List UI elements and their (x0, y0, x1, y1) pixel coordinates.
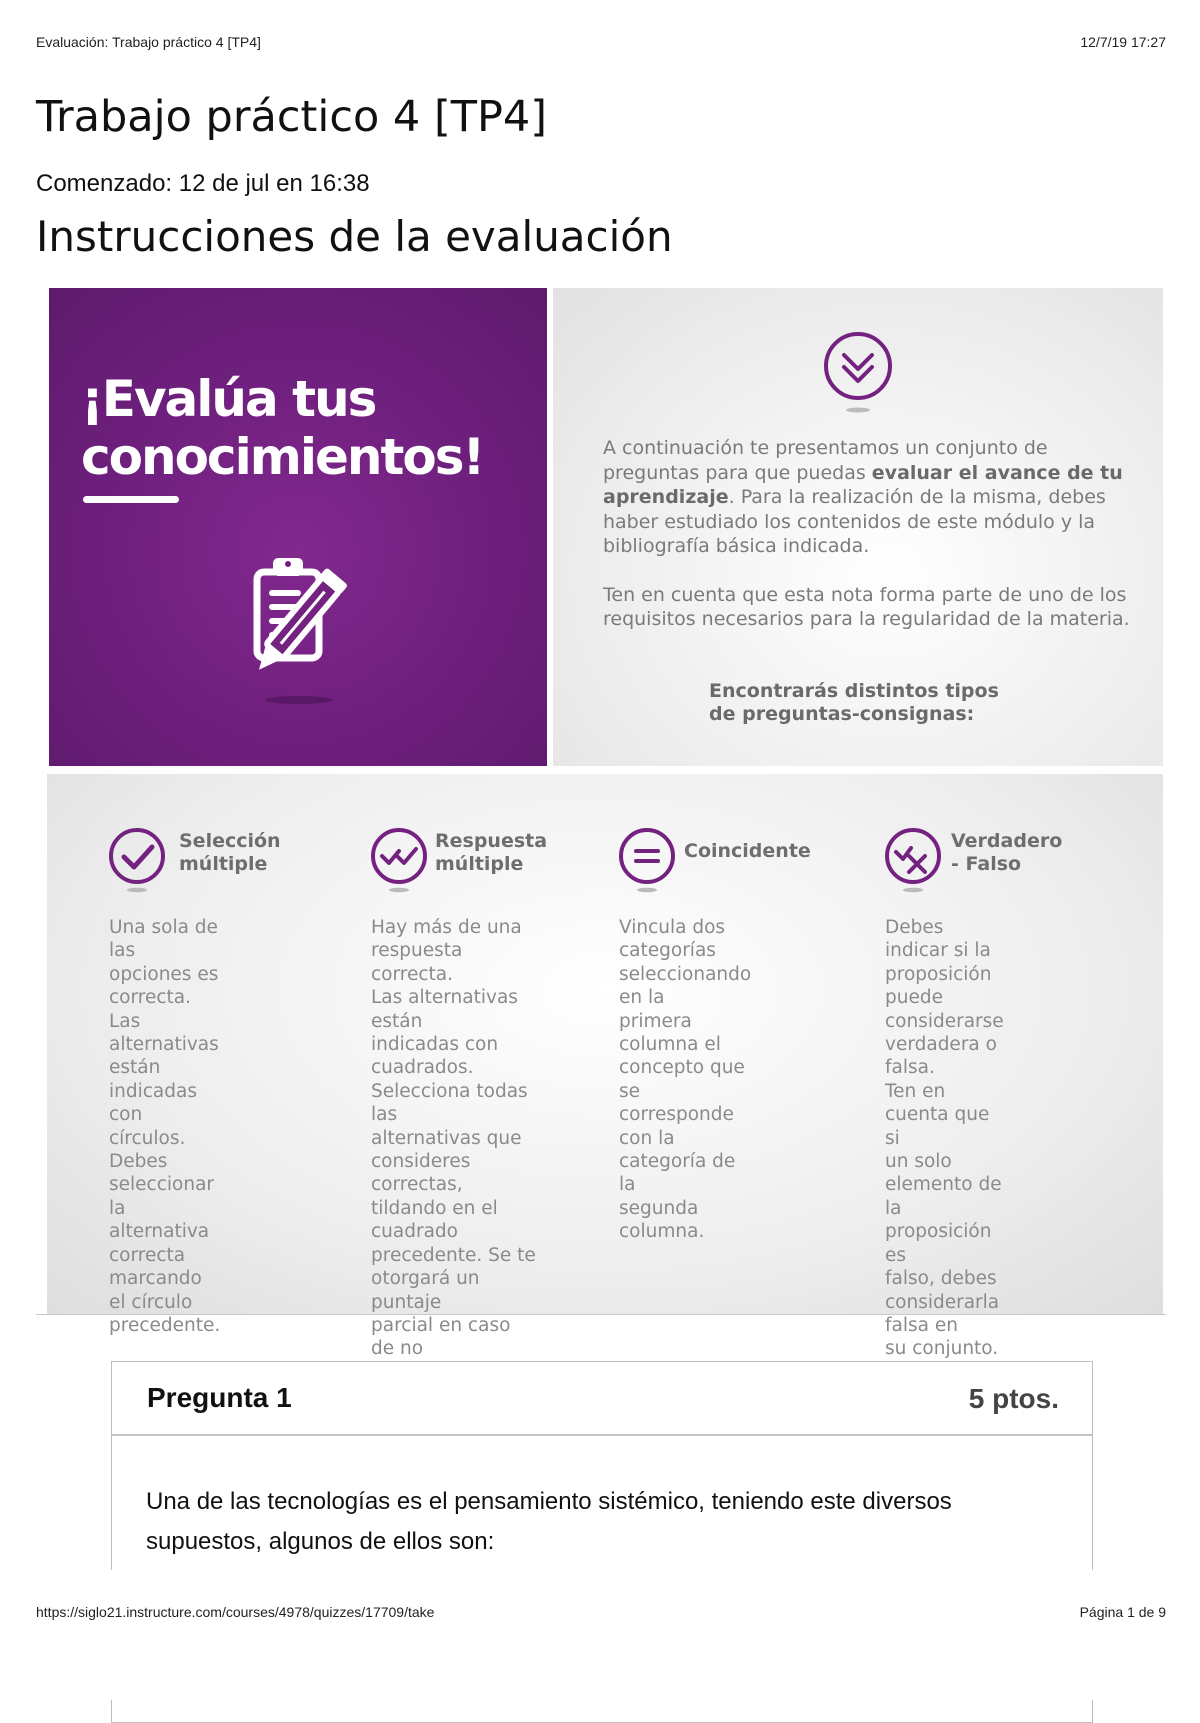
desc-line: la proposición es (885, 1197, 992, 1266)
type-description (885, 916, 1004, 1361)
print-header-title: Evaluación: Trabajo práctico 4 [TP4] (36, 34, 261, 50)
chevron-double-down-icon (821, 330, 895, 416)
type-name-line2: múltiple (179, 853, 268, 875)
print-footer-url: https://siglo21.instructure.com/courses/4978/quizzes/17709/take (36, 1604, 435, 1620)
desc-line: seleccionando en la (619, 963, 752, 1009)
desc-line: tildando en el (371, 1197, 498, 1219)
headline-underline (83, 496, 179, 503)
desc-line: Una sola de las (109, 917, 218, 962)
desc-line: alternativas que (371, 1127, 522, 1149)
intro-p2: Ten en cuenta que esta nota forma parte de uno de los requisitos necesarios para la regularidad de la materia. (603, 583, 1130, 630)
banner-headline-line1: ¡Evalúa tus (81, 370, 376, 428)
print-footer-page: Página 1 de 9 (1079, 1604, 1166, 1620)
desc-line: Ten en cuenta que si (885, 1080, 990, 1149)
banner-headline (81, 370, 483, 486)
desc-line: concepto que se (619, 1057, 745, 1102)
check-circle-icon (107, 826, 169, 896)
desc-line: Las alternativas están (371, 987, 518, 1032)
intro-p1-end: . Para la realización de la misma, debes haber estudiado los contenidos de este módulo y la bibliografía básica indicada. (603, 486, 1106, 557)
desc-line: Vincula dos categorías (619, 917, 726, 962)
page-bottom-margin (0, 1570, 1200, 1700)
type-name-line2: - Falso (951, 853, 1022, 875)
question-points: 5 ptos. (968, 1383, 1059, 1414)
type-name (951, 830, 1131, 876)
desc-line: verdadera o falsa. (885, 1034, 997, 1079)
desc-line: cuadrados. (371, 1057, 474, 1079)
desc-line: considerarla falsa en (885, 1291, 1000, 1336)
desc-line: corresponde con la (619, 1104, 734, 1149)
types-heading-line2: de preguntas-consignas: (709, 703, 975, 725)
page-title: Trabajo práctico 4 [TP4] (36, 92, 548, 142)
question-text (146, 1482, 1046, 1562)
desc-line: indicadas con (371, 1034, 499, 1056)
desc-line: parcial en caso de no (371, 1314, 511, 1360)
type-name-line1: Verdadero (951, 830, 1063, 852)
question-text-line2: supuestos, algunos de ellos son: (146, 1528, 495, 1555)
desc-line: primera columna el (619, 1010, 721, 1056)
desc-line: proposición puede (885, 963, 992, 1009)
intro-text (603, 436, 1133, 656)
print-header-datetime: 12/7/19 17:27 (1080, 34, 1166, 50)
banner-intro-panel (553, 288, 1163, 766)
clipboard-pencil-icon (249, 550, 379, 710)
type-description (619, 916, 751, 1244)
desc-line: consideres correctas, (371, 1151, 471, 1196)
desc-line: segunda columna. (619, 1197, 705, 1243)
type-name (435, 830, 615, 876)
type-name-line1: Coincidente (684, 840, 811, 862)
desc-line: precedente. (109, 1314, 221, 1336)
question-types-panel (47, 774, 1163, 1360)
instructions-heading: Instrucciones de la evaluación (36, 212, 673, 261)
desc-line: respuesta correcta. (371, 940, 463, 985)
desc-line: su conjunto. (885, 1338, 999, 1360)
types-heading-line1: Encontrarás distintos tipos (709, 680, 999, 702)
type-name (179, 830, 359, 876)
desc-line: Las alternativas están (109, 1010, 219, 1079)
question-text-line1: Una de las tecnologías es el pensamiento sistémico, teniendo este diversos (146, 1488, 952, 1515)
desc-line: categoría de la (619, 1151, 736, 1196)
type-name (684, 840, 864, 863)
desc-line: indicadas con círculos. (109, 1080, 197, 1149)
double-check-circle-icon (369, 826, 431, 896)
desc-line: falso, debes (885, 1268, 997, 1290)
equals-circle-icon (617, 826, 679, 896)
desc-line: Debes seleccionar la (109, 1151, 215, 1219)
banner-headline-line2: conocimientos! (81, 428, 484, 486)
type-name-line1: Selección (179, 830, 281, 852)
type-description (109, 916, 220, 1337)
type-description (371, 916, 537, 1408)
desc-line: precedente. Se te (371, 1244, 536, 1266)
desc-line: marcando el círculo (109, 1268, 202, 1313)
desc-line: alternativa correcta (109, 1221, 210, 1266)
desc-line: Hay más de una (371, 917, 522, 938)
desc-line: opciones es correcta. (109, 963, 219, 1009)
type-name-line1: Respuesta (435, 830, 548, 852)
question-title: Pregunta 1 (147, 1382, 292, 1413)
desc-line: Selecciona todas las (371, 1080, 528, 1126)
question-header (112, 1362, 1092, 1436)
started-timestamp: Comenzado: 12 de jul en 16:38 (36, 170, 370, 197)
desc-line: considerarse (885, 1010, 1004, 1032)
desc-line: otorgará un puntaje (371, 1268, 480, 1313)
desc-line: cuadrado (371, 1221, 458, 1243)
intro-p1-start: A continuación te presentamos un conjunto de preguntas para que puedas (603, 437, 1048, 484)
desc-line: Debes indicar si la (885, 917, 991, 962)
question-types-heading (709, 680, 1029, 726)
intro-p1-bold: evaluar el avance de tu aprendizaje (603, 461, 1123, 508)
check-cross-circle-icon (883, 826, 945, 896)
desc-line: un solo elemento de (885, 1151, 1002, 1196)
divider (36, 1314, 1166, 1315)
banner-headline-panel (49, 288, 547, 766)
type-name-line2: múltiple (435, 853, 524, 875)
